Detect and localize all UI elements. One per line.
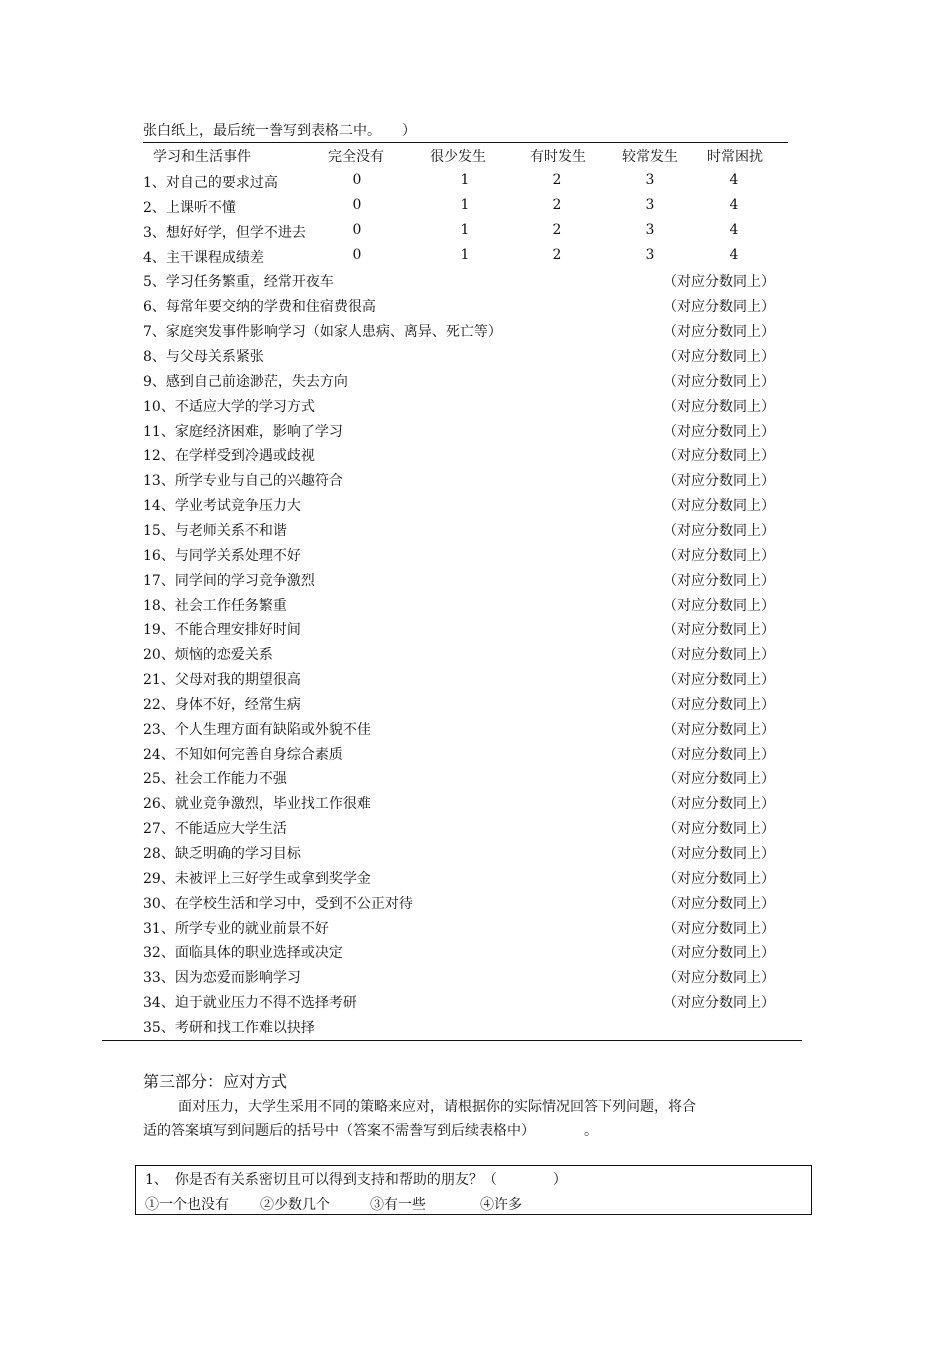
row-note: （对应分数同上）: [663, 299, 775, 316]
option-3: ③有一些: [370, 1197, 426, 1213]
section-title: 第三部分：应对方式: [143, 1072, 288, 1091]
row-note: （对应分数同上）: [663, 895, 775, 912]
table-row: [143, 868, 783, 888]
row-label: 35、考研和找工作难以抉择: [143, 1019, 315, 1036]
table-row: [143, 520, 783, 540]
row-label: 11、家庭经济困难，影响了学习: [143, 423, 343, 440]
row-label: 13、所学专业与自己的兴趣符合: [143, 473, 343, 490]
row-score: 0: [352, 196, 362, 213]
table-row: [143, 1017, 783, 1037]
row-score: 1: [460, 221, 470, 238]
table-row: [143, 321, 783, 341]
table-row: [143, 371, 783, 391]
row-note: （对应分数同上）: [663, 647, 775, 664]
row-score: 2: [552, 221, 562, 238]
row-score: 0: [352, 172, 362, 188]
row-score: 1: [460, 172, 470, 188]
row-score: 4: [729, 221, 739, 238]
row-note: （对应分数同上）: [663, 373, 775, 390]
row-label: 20、烦恼的恋爱关系: [143, 647, 273, 664]
row-label: 33、因为恋爱而影响学习: [143, 970, 301, 987]
row-note: （对应分数同上）: [663, 771, 775, 788]
row-note: （对应分数同上）: [663, 522, 775, 539]
table-row: [143, 918, 783, 938]
table-row: [143, 247, 783, 267]
row-note: （对应分数同上）: [663, 547, 775, 564]
table-row: [143, 942, 783, 962]
table-row: [143, 172, 783, 192]
column-header: 学习和生活事件: [153, 149, 251, 165]
table-row: [143, 595, 783, 615]
table-bottom-rule: [102, 1040, 802, 1041]
row-note: （对应分数同上）: [663, 622, 775, 639]
row-label: 29、未被评上三好学生或拿到奖学金: [143, 870, 371, 887]
row-label: 2、上课听不懂: [143, 199, 236, 216]
row-note: （对应分数同上）: [663, 995, 775, 1012]
row-label: 14、学业考试竞争压力大: [143, 498, 301, 515]
row-note: （对应分数同上）: [663, 473, 775, 490]
table-row: [143, 644, 783, 664]
row-score: 1: [460, 246, 470, 263]
row-note: （对应分数同上）: [663, 746, 775, 763]
table-row: [143, 768, 783, 788]
table-row: [143, 818, 783, 838]
row-label: 25、社会工作能力不强: [143, 771, 287, 788]
row-note: （对应分数同上）: [663, 821, 775, 838]
table-row: [143, 992, 783, 1012]
row-label: 9、感到自己前途渺茫，失去方向: [143, 373, 348, 390]
row-label: 10、不适应大学的学习方式: [143, 398, 315, 415]
row-label: 17、同学间的学习竞争激烈: [143, 572, 315, 589]
row-label: 6、每常年要交纳的学费和住宿费很高: [143, 299, 376, 316]
row-score: 0: [352, 246, 362, 263]
table-row: [143, 495, 783, 515]
row-score: 4: [729, 196, 739, 213]
table-row: [143, 744, 783, 764]
row-score: 1: [460, 196, 470, 213]
row-label: 1、对自己的要求过高: [143, 175, 278, 191]
row-label: 34、迫于就业压力不得不选择考研: [143, 995, 357, 1012]
row-label: 27、不能适应大学生活: [143, 821, 287, 838]
row-note: （对应分数同上）: [663, 846, 775, 862]
row-note: （对应分数同上）: [663, 423, 775, 440]
table-row: [143, 396, 783, 416]
row-score: 3: [645, 196, 655, 213]
row-note: （对应分数同上）: [663, 349, 775, 365]
row-label: 21、父母对我的期望很高: [143, 672, 301, 688]
row-note: （对应分数同上）: [663, 870, 775, 887]
option-4: ④许多: [480, 1197, 522, 1213]
table-row: [143, 421, 783, 441]
table-row: [143, 197, 783, 217]
row-label: 5、学习任务繁重，经常开夜车: [143, 274, 334, 291]
row-label: 32、面临具体的职业选择或决定: [143, 945, 343, 962]
table-row: [143, 619, 783, 639]
table-row: [143, 222, 783, 242]
row-score: 3: [645, 221, 655, 238]
row-note: （对应分数同上）: [663, 721, 775, 738]
table-row: [143, 967, 783, 987]
row-score: 3: [645, 246, 655, 263]
row-note: （对应分数同上）: [663, 274, 775, 291]
row-label: 7、家庭突发事件影响学习（如家人患病、离异、死亡等）: [143, 324, 502, 341]
row-note: （对应分数同上）: [663, 945, 775, 962]
row-label: 23、个人生理方面有缺陷或外貌不佳: [143, 721, 371, 738]
question-text: 1、 你是否有关系密切且可以得到支持和帮助的朋友？（ ）: [145, 1172, 567, 1188]
row-label: 30、在学校生活和学习中，受到不公正对待: [143, 895, 413, 912]
table-top-rule: [143, 142, 788, 143]
table-row: [143, 445, 783, 465]
option-1: ①一个也没有: [145, 1197, 229, 1213]
table-row: [143, 793, 783, 813]
row-score: 0: [352, 221, 362, 238]
column-header: 时常困扰: [707, 149, 763, 165]
row-note: （对应分数同上）: [663, 970, 775, 987]
row-label: 8、与父母关系紧张: [143, 349, 264, 365]
row-label: 31、所学专业的就业前景不好: [143, 920, 329, 937]
table-row: [143, 893, 783, 913]
row-label: 18、社会工作任务繁重: [143, 597, 287, 614]
column-header: 完全没有: [328, 149, 384, 165]
row-score: 2: [552, 246, 562, 263]
table-row: [143, 669, 783, 689]
row-score: 2: [552, 172, 562, 188]
table-row: [143, 843, 783, 863]
row-label: 3、想好好学，但学不进去: [143, 224, 306, 241]
column-header: 很少发生: [430, 149, 486, 165]
row-label: 16、与同学关系处理不好: [143, 547, 301, 564]
table-row: [143, 570, 783, 590]
row-note: （对应分数同上）: [663, 920, 775, 937]
row-note: （对应分数同上）: [663, 597, 775, 614]
row-note: （对应分数同上）: [663, 696, 775, 713]
table-row: [143, 694, 783, 714]
table-row: [143, 271, 783, 291]
section-paragraph-line-1: 面对压力，大学生采用不同的策略来应对，请根据你的实际情况回答下列问题，将合: [178, 1099, 696, 1115]
row-score: 2: [552, 196, 562, 213]
column-header: 较常发生: [622, 149, 678, 165]
row-note: （对应分数同上）: [663, 448, 775, 465]
option-2: ②少数几个: [260, 1197, 330, 1213]
table-row: [143, 719, 783, 739]
row-note: （对应分数同上）: [663, 324, 775, 341]
row-note: （对应分数同上）: [663, 796, 775, 813]
section-paragraph-line-2: 适的答案填写到问题后的括号中（答案不需誊写到后续表格中） 。: [143, 1123, 598, 1139]
row-note: （对应分数同上）: [663, 398, 775, 415]
row-note: （对应分数同上）: [663, 498, 775, 515]
row-label: 19、不能合理安排好时间: [143, 622, 301, 639]
row-note: （对应分数同上）: [663, 572, 775, 589]
row-label: 28、缺乏明确的学习目标: [143, 846, 301, 862]
table-row: [143, 470, 783, 490]
row-label: 15、与老师关系不和谐: [143, 522, 287, 539]
row-label: 24、不知如何完善自身综合素质: [143, 746, 343, 763]
intro-line: 张白纸上，最后统一誊写到表格二中。 ）: [143, 123, 416, 139]
row-label: 12、在学样受到冷遇或歧视: [143, 448, 315, 465]
row-score: 3: [645, 172, 655, 188]
column-header: 有时发生: [530, 149, 586, 165]
table-row: [143, 346, 783, 366]
row-label: 22、身体不好，经常生病: [143, 696, 301, 713]
row-note: （对应分数同上）: [663, 672, 775, 688]
row-label: 26、就业竞争激烈，毕业找工作很难: [143, 796, 371, 813]
row-score: 4: [729, 246, 739, 263]
table-row: [143, 296, 783, 316]
row-score: 4: [729, 172, 739, 188]
row-label: 4、主干课程成绩差: [143, 249, 264, 266]
question-box: [135, 1165, 812, 1215]
table-row: [143, 545, 783, 565]
